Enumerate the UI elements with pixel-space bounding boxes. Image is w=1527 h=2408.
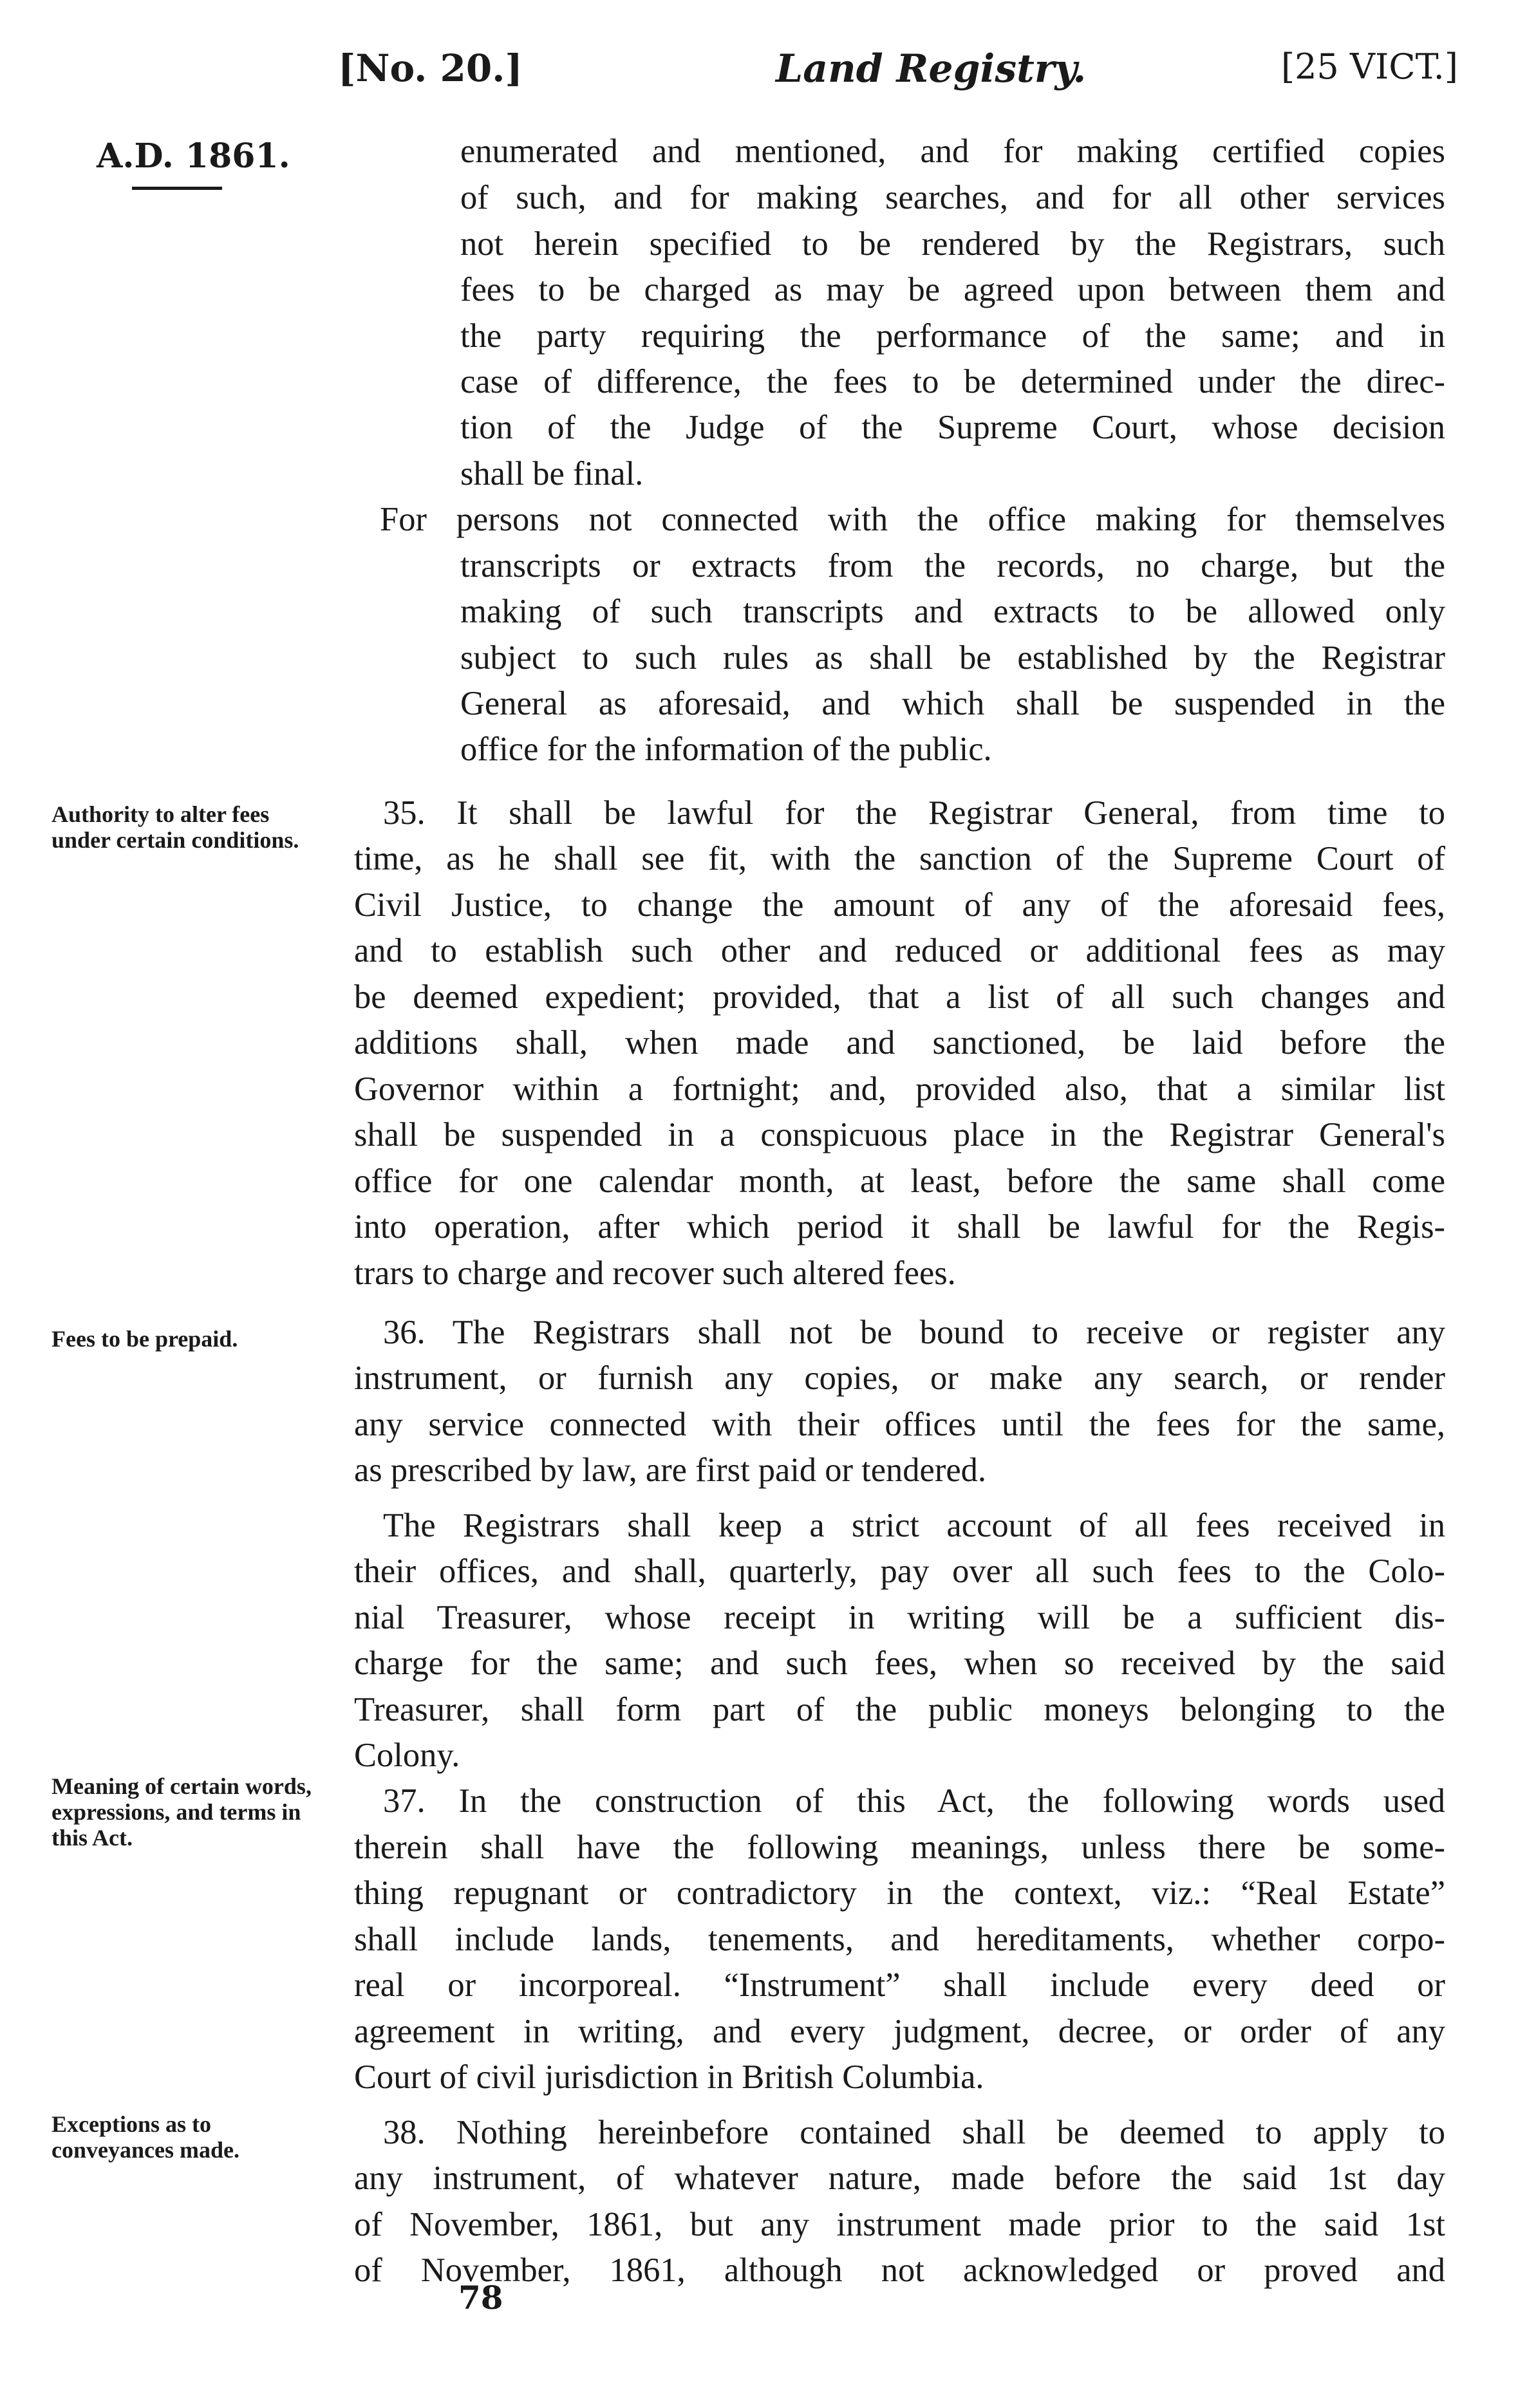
margin-note-fees-prepaid: Fees to be prepaid. — [52, 1326, 238, 1352]
text-line: real or incorporeal. “Instrument” shall include every deed or — [354, 1966, 1445, 2004]
page-number: 78 — [458, 2279, 503, 2317]
year-rule — [132, 187, 222, 190]
text-line: their offices, and shall, quarterly, pay over all such fees to the Colo- — [354, 1553, 1445, 1590]
text-line: tion of the Judge of the Supreme Court, whose decision — [460, 409, 1445, 446]
text-line: office for the information of the public. — [460, 731, 992, 768]
text-line: enumerated and mentioned, and for making certified copies — [460, 133, 1445, 170]
text-line: Colony. — [354, 1737, 460, 1774]
running-title: Land Registry. — [776, 46, 1087, 91]
text-line: as prescribed by law, are first paid or tendered. — [354, 1451, 987, 1489]
text-line: additions shall, when made and sanctioned, be laid before the — [354, 1024, 1445, 1061]
text-line: shall include lands, tenements, and hereditaments, whether corpo- — [354, 1921, 1445, 1958]
section-35-line: 35. It shall be lawful for the Registrar General, from time to — [383, 794, 1445, 832]
text-line: office for one calendar month, at least, before the same shall come — [354, 1162, 1445, 1200]
text-line: trars to charge and recover such altered fees. — [354, 1255, 956, 1292]
text-line: any instrument, of whatever nature, made before the said 1st day — [354, 2160, 1445, 2197]
text-line: be deemed expedient; provided, that a list of all such changes and — [354, 978, 1445, 1016]
text-line: nial Treasurer, whose receipt in writing will be a sufficient dis- — [354, 1599, 1445, 1636]
text-line: time, as he shall see fit, with the sanction of the Supreme Court of — [354, 840, 1445, 877]
section-36-line: 36. The Registrars shall not be bound to receive or register any — [383, 1314, 1445, 1351]
text-line: subject to such rules as shall be established by the Registrar — [460, 639, 1445, 677]
text-line: Civil Justice, to change the amount of any of the aforesaid fees, — [354, 886, 1445, 924]
year-label: A.D. 1861. — [97, 136, 290, 176]
act-number: [No. 20.] — [338, 46, 523, 90]
text-line: charge for the same; and such fees, when so received by the said — [354, 1645, 1445, 1682]
text-line: shall be final. — [460, 455, 644, 492]
text-line: of November, 1861, but any instrument made prior to the said 1st — [354, 2206, 1445, 2243]
margin-note-authority-to-alter-fees: Authority to alter fees under certain conditions. — [52, 801, 299, 853]
text-line: transcripts or extracts from the records, no charge, but the — [460, 547, 1445, 584]
text-line: any service connected with their offices until the fees for the same, — [354, 1406, 1445, 1443]
text-line: of November, 1861, although not acknowledged or proved and — [354, 2252, 1445, 2289]
section-37-line: 37. In the construction of this Act, the following words used — [383, 1782, 1445, 1820]
text-line: instrument, or furnish any copies, or make any search, or render — [354, 1359, 1445, 1397]
regnal-year: [25 VICT.] — [1281, 46, 1458, 87]
text-line: shall be suspended in a conspicuous place in the Registrar General's — [354, 1116, 1445, 1153]
text-line: Court of civil jurisdiction in British Columbia. — [354, 2058, 984, 2096]
section-38-line: 38. Nothing hereinbefore contained shall be deemed to apply to — [383, 2114, 1445, 2151]
text-line: case of difference, the fees to be determined under the direc- — [460, 363, 1445, 400]
text-line: agreement in writing, and every judgment, decree, or order of any — [354, 2013, 1445, 2050]
text-line: the party requiring the performance of the same; and in — [460, 317, 1445, 355]
text-line: Treasurer, shall form part of the public moneys belonging to the — [354, 1691, 1445, 1728]
text-line: of such, and for making searches, and for all other services — [460, 179, 1445, 216]
text-line: and to establish such other and reduced or additional fees as may — [354, 932, 1445, 969]
text-line: General as aforesaid, and which shall be suspended in the — [460, 685, 1445, 722]
text-line: For persons not connected with the office making for themselves — [380, 501, 1445, 538]
text-line: making of such transcripts and extracts to be allowed only — [460, 593, 1445, 630]
text-line: therein shall have the following meanings, unless there be some- — [354, 1829, 1445, 1866]
text-line: thing repugnant or contradictory in the context, viz.: “Real Estate” — [354, 1874, 1445, 1912]
text-line: The Registrars shall keep a strict account of all fees received in — [383, 1507, 1445, 1544]
margin-note-exceptions-conveyances: Exceptions as to conveyances made. — [52, 2111, 239, 2163]
text-line: not herein specified to be rendered by the Registrars, such — [460, 225, 1445, 263]
text-line: Governor within a fortnight; and, provided also, that a similar list — [354, 1070, 1445, 1108]
margin-note-meaning-of-words: Meaning of certain words, expressions, and terms in this Act. — [52, 1773, 312, 1851]
text-line: fees to be charged as may be agreed upon between them and — [460, 271, 1445, 308]
text-line: into operation, after which period it shall be lawful for the Regis- — [354, 1208, 1445, 1246]
